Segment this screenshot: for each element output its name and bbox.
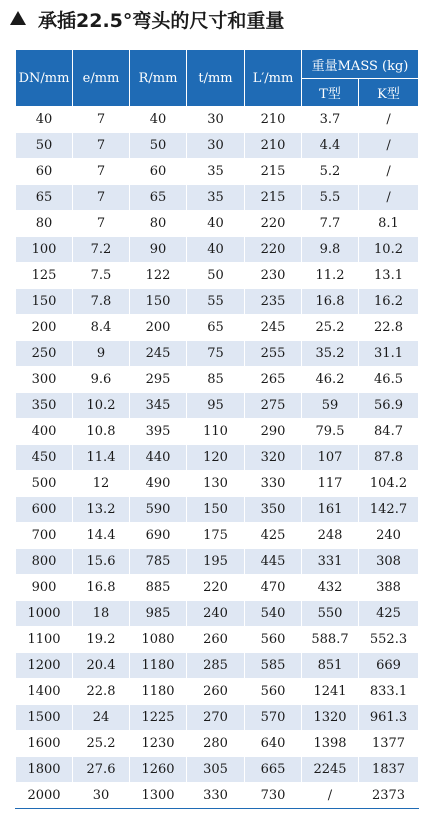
cell-r: 90 — [130, 237, 187, 263]
cell-mass-t: 107 — [302, 445, 359, 471]
cell-mass-k: 961.3 — [359, 705, 419, 731]
cell-l: 665 — [245, 757, 302, 783]
table-row — [16, 549, 419, 575]
cell-dn: 350 — [16, 393, 73, 419]
cell-e: 7 — [73, 211, 130, 237]
cell-dn: 400 — [16, 419, 73, 445]
cell-mass-k: 16.2 — [359, 289, 419, 315]
cell-r: 1230 — [130, 731, 187, 757]
page-title — [10, 4, 284, 34]
cell-l: 220 — [245, 237, 302, 263]
cell-e: 20.4 — [73, 653, 130, 679]
table-row — [16, 731, 419, 757]
cell-t: 110 — [187, 419, 245, 445]
cell-mass-k: 1377 — [359, 731, 419, 757]
table-row — [16, 185, 419, 211]
table-row — [16, 705, 419, 731]
cell-l: 230 — [245, 263, 302, 289]
cell-dn: 800 — [16, 549, 73, 575]
cell-r: 1225 — [130, 705, 187, 731]
cell-l: 210 — [245, 133, 302, 159]
cell-l: 245 — [245, 315, 302, 341]
header-l: L′/mm — [245, 50, 302, 107]
cell-r: 395 — [130, 419, 187, 445]
cell-r: 690 — [130, 523, 187, 549]
cell-t: 50 — [187, 263, 245, 289]
cell-e: 8.4 — [73, 315, 130, 341]
cell-t: 40 — [187, 237, 245, 263]
cell-r: 985 — [130, 601, 187, 627]
cell-l: 560 — [245, 679, 302, 705]
cell-e: 9 — [73, 341, 130, 367]
table-header — [16, 50, 419, 107]
cell-t: 260 — [187, 627, 245, 653]
cell-dn: 300 — [16, 367, 73, 393]
cell-t: 120 — [187, 445, 245, 471]
cell-mass-k: 425 — [359, 601, 419, 627]
cell-r: 50 — [130, 133, 187, 159]
cell-t: 220 — [187, 575, 245, 601]
table-row — [16, 289, 419, 315]
cell-dn: 2000 — [16, 783, 73, 809]
cell-mass-t: 16.8 — [302, 289, 359, 315]
cell-mass-t: 248 — [302, 523, 359, 549]
cell-l: 540 — [245, 601, 302, 627]
cell-l: 730 — [245, 783, 302, 809]
cell-t: 195 — [187, 549, 245, 575]
cell-e: 7.2 — [73, 237, 130, 263]
table-row — [16, 237, 419, 263]
cell-r: 40 — [130, 107, 187, 133]
cell-e: 24 — [73, 705, 130, 731]
cell-dn: 80 — [16, 211, 73, 237]
cell-dn: 1800 — [16, 757, 73, 783]
cell-mass-t: 25.2 — [302, 315, 359, 341]
cell-mass-k: / — [359, 107, 419, 133]
cell-e: 19.2 — [73, 627, 130, 653]
cell-e: 7.8 — [73, 289, 130, 315]
page-title-text: 承插22.5°弯头的尺寸和重量 — [38, 9, 285, 32]
table-row — [16, 679, 419, 705]
cell-mass-k: 10.2 — [359, 237, 419, 263]
cell-r: 150 — [130, 289, 187, 315]
cell-r: 80 — [130, 211, 187, 237]
cell-t: 85 — [187, 367, 245, 393]
cell-mass-k: 669 — [359, 653, 419, 679]
cell-mass-k: 22.8 — [359, 315, 419, 341]
cell-e: 7 — [73, 159, 130, 185]
header-t-type: T型 — [302, 79, 359, 107]
cell-dn: 900 — [16, 575, 73, 601]
cell-t: 30 — [187, 107, 245, 133]
header-k-type: K型 — [359, 79, 419, 107]
cell-r: 490 — [130, 471, 187, 497]
cell-e: 12 — [73, 471, 130, 497]
cell-t: 35 — [187, 159, 245, 185]
cell-e: 14.4 — [73, 523, 130, 549]
cell-dn: 50 — [16, 133, 73, 159]
cell-r: 65 — [130, 185, 187, 211]
table-row — [16, 497, 419, 523]
cell-r: 590 — [130, 497, 187, 523]
cell-mass-t: / — [302, 783, 359, 809]
cell-mass-t: 4.4 — [302, 133, 359, 159]
cell-l: 560 — [245, 627, 302, 653]
cell-dn: 1000 — [16, 601, 73, 627]
cell-e: 7 — [73, 107, 130, 133]
cell-mass-k: 31.1 — [359, 341, 419, 367]
cell-mass-t: 46.2 — [302, 367, 359, 393]
cell-e: 10.8 — [73, 419, 130, 445]
cell-l: 570 — [245, 705, 302, 731]
cell-mass-k: 87.8 — [359, 445, 419, 471]
header-t: t/mm — [187, 50, 245, 107]
cell-l: 350 — [245, 497, 302, 523]
cell-e: 18 — [73, 601, 130, 627]
cell-t: 130 — [187, 471, 245, 497]
cell-r: 1080 — [130, 627, 187, 653]
triangle-bullet-icon — [10, 11, 26, 25]
header-e: e/mm — [73, 50, 130, 107]
cell-l: 235 — [245, 289, 302, 315]
cell-mass-t: 161 — [302, 497, 359, 523]
table-row — [16, 627, 419, 653]
cell-mass-k: 388 — [359, 575, 419, 601]
cell-dn: 250 — [16, 341, 73, 367]
cell-mass-k: 142.7 — [359, 497, 419, 523]
cell-l: 215 — [245, 185, 302, 211]
cell-dn: 1500 — [16, 705, 73, 731]
header-r: R/mm — [130, 50, 187, 107]
table-row — [16, 211, 419, 237]
table-row — [16, 133, 419, 159]
cell-mass-k: 8.1 — [359, 211, 419, 237]
table-row — [16, 757, 419, 783]
cell-mass-k: 308 — [359, 549, 419, 575]
cell-e: 22.8 — [73, 679, 130, 705]
cell-l: 290 — [245, 419, 302, 445]
table-row — [16, 393, 419, 419]
cell-r: 200 — [130, 315, 187, 341]
table-body — [16, 107, 419, 809]
cell-e: 25.2 — [73, 731, 130, 757]
table-row — [16, 263, 419, 289]
cell-e: 9.6 — [73, 367, 130, 393]
table-row — [16, 445, 419, 471]
cell-dn: 1200 — [16, 653, 73, 679]
cell-mass-t: 2245 — [302, 757, 359, 783]
cell-dn: 125 — [16, 263, 73, 289]
cell-l: 275 — [245, 393, 302, 419]
cell-mass-t: 851 — [302, 653, 359, 679]
cell-mass-k: / — [359, 185, 419, 211]
cell-r: 1180 — [130, 679, 187, 705]
cell-l: 445 — [245, 549, 302, 575]
cell-mass-t: 550 — [302, 601, 359, 627]
cell-mass-t: 79.5 — [302, 419, 359, 445]
cell-t: 260 — [187, 679, 245, 705]
table-row — [16, 471, 419, 497]
cell-mass-t: 1398 — [302, 731, 359, 757]
cell-dn: 65 — [16, 185, 73, 211]
cell-mass-t: 1241 — [302, 679, 359, 705]
cell-mass-t: 117 — [302, 471, 359, 497]
cell-e: 27.6 — [73, 757, 130, 783]
cell-dn: 500 — [16, 471, 73, 497]
table-row — [16, 367, 419, 393]
table-row — [16, 159, 419, 185]
table-row — [16, 315, 419, 341]
cell-l: 640 — [245, 731, 302, 757]
cell-t: 40 — [187, 211, 245, 237]
cell-dn: 600 — [16, 497, 73, 523]
cell-mass-k: 240 — [359, 523, 419, 549]
table-row — [16, 653, 419, 679]
table-row — [16, 523, 419, 549]
cell-mass-t: 59 — [302, 393, 359, 419]
cell-r: 785 — [130, 549, 187, 575]
spec-table — [15, 49, 419, 809]
table-row — [16, 601, 419, 627]
cell-e: 10.2 — [73, 393, 130, 419]
cell-l: 215 — [245, 159, 302, 185]
cell-t: 65 — [187, 315, 245, 341]
cell-r: 885 — [130, 575, 187, 601]
cell-dn: 150 — [16, 289, 73, 315]
cell-l: 320 — [245, 445, 302, 471]
cell-l: 210 — [245, 107, 302, 133]
cell-mass-k: 2373 — [359, 783, 419, 809]
cell-mass-t: 5.5 — [302, 185, 359, 211]
cell-l: 585 — [245, 653, 302, 679]
cell-mass-t: 5.2 — [302, 159, 359, 185]
table-row — [16, 575, 419, 601]
cell-dn: 100 — [16, 237, 73, 263]
cell-r: 1260 — [130, 757, 187, 783]
cell-r: 440 — [130, 445, 187, 471]
cell-e: 7.5 — [73, 263, 130, 289]
cell-l: 330 — [245, 471, 302, 497]
cell-t: 305 — [187, 757, 245, 783]
cell-dn: 40 — [16, 107, 73, 133]
header-dn: DN/mm — [16, 50, 73, 107]
cell-l: 425 — [245, 523, 302, 549]
table-row — [16, 341, 419, 367]
cell-t: 95 — [187, 393, 245, 419]
table-row — [16, 783, 419, 809]
cell-e: 7 — [73, 185, 130, 211]
cell-mass-k: 552.3 — [359, 627, 419, 653]
cell-mass-k: 46.5 — [359, 367, 419, 393]
cell-t: 75 — [187, 341, 245, 367]
cell-mass-k: 833.1 — [359, 679, 419, 705]
cell-e: 16.8 — [73, 575, 130, 601]
cell-t: 270 — [187, 705, 245, 731]
cell-t: 55 — [187, 289, 245, 315]
cell-mass-k: / — [359, 133, 419, 159]
cell-mass-k: 1837 — [359, 757, 419, 783]
header-mass: 重量MASS (kg) — [302, 50, 419, 79]
cell-mass-k: 13.1 — [359, 263, 419, 289]
cell-dn: 1100 — [16, 627, 73, 653]
cell-l: 470 — [245, 575, 302, 601]
table-row — [16, 107, 419, 133]
cell-t: 280 — [187, 731, 245, 757]
cell-mass-t: 11.2 — [302, 263, 359, 289]
cell-e: 11.4 — [73, 445, 130, 471]
cell-mass-t: 3.7 — [302, 107, 359, 133]
cell-dn: 700 — [16, 523, 73, 549]
cell-t: 240 — [187, 601, 245, 627]
cell-mass-t: 1320 — [302, 705, 359, 731]
cell-r: 1180 — [130, 653, 187, 679]
cell-t: 150 — [187, 497, 245, 523]
cell-mass-t: 432 — [302, 575, 359, 601]
cell-e: 15.6 — [73, 549, 130, 575]
cell-mass-t: 588.7 — [302, 627, 359, 653]
cell-r: 345 — [130, 393, 187, 419]
cell-mass-t: 9.8 — [302, 237, 359, 263]
cell-dn: 450 — [16, 445, 73, 471]
cell-t: 285 — [187, 653, 245, 679]
cell-r: 1300 — [130, 783, 187, 809]
cell-mass-k: 104.2 — [359, 471, 419, 497]
cell-t: 330 — [187, 783, 245, 809]
cell-r: 245 — [130, 341, 187, 367]
cell-dn: 1600 — [16, 731, 73, 757]
cell-mass-t: 331 — [302, 549, 359, 575]
cell-r: 60 — [130, 159, 187, 185]
cell-e: 7 — [73, 133, 130, 159]
cell-t: 175 — [187, 523, 245, 549]
cell-r: 295 — [130, 367, 187, 393]
cell-l: 265 — [245, 367, 302, 393]
cell-mass-k: 56.9 — [359, 393, 419, 419]
cell-mass-k: 84.7 — [359, 419, 419, 445]
cell-e: 30 — [73, 783, 130, 809]
table-row — [16, 419, 419, 445]
cell-l: 220 — [245, 211, 302, 237]
cell-mass-k: / — [359, 159, 419, 185]
cell-t: 30 — [187, 133, 245, 159]
cell-r: 122 — [130, 263, 187, 289]
cell-mass-t: 7.7 — [302, 211, 359, 237]
cell-dn: 200 — [16, 315, 73, 341]
cell-t: 35 — [187, 185, 245, 211]
cell-dn: 60 — [16, 159, 73, 185]
cell-e: 13.2 — [73, 497, 130, 523]
cell-dn: 1400 — [16, 679, 73, 705]
cell-l: 255 — [245, 341, 302, 367]
cell-mass-t: 35.2 — [302, 341, 359, 367]
